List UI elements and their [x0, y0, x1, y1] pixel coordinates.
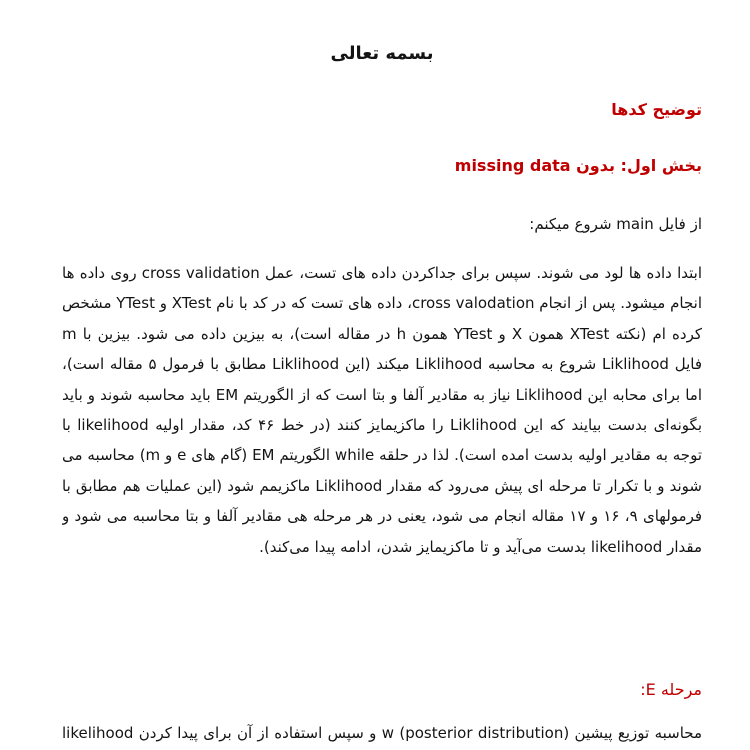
document-page	[62, 36, 702, 750]
step-e-heading: مرحله E:	[640, 680, 702, 699]
section-heading: توضیح کدها	[611, 100, 702, 119]
page-title: بسمه تعالی	[330, 43, 434, 64]
part-heading: بخش اول: بدون missing data	[454, 156, 702, 175]
step-e-text: محاسبه توزیع پیشین (posterior distribution) w و سپس استفاده از آن برای پیدا کردن likelihood	[62, 724, 702, 742]
intro-line: از فایل main شروع میکنم:	[529, 215, 702, 233]
body-paragraph: ابتدا داده ها لود می شوند. سپس برای جداکردن داده های تست، عمل cross validation روی داده ها انجام میشود. پس از انجام cross valodation، داده های تست که در کد با نام XTest و YTest مشخص کرده ام (نکته XTest همون X و YTest همون h در مقاله است)، به بیزین داده می شود. بیزین با m فایل Liklihood شروع به محاسبه Liklihood میکند (این Liklihood مطابق با فرمول ۵ مقاله است)، اما برای محابه این Liklihood نیاز به مقادیر آلفا و بتا است که از الگوریتم EM باید محاسبه شوند و باید بگونه‌ای بدست بیایند که این Liklihood را ماکزیمایز کنند (در خط ۴۶ کد، مقدار اولیه likelihood با توجه به مقادیر اولیه بدست امده است). لذا در حلقه while الگوریتم EM (گام های e و m) محاسبه می شوند و با تکرار تا مرحله ای پیش می‌رود که مقدار Liklihood ماکزیمم شود (این عملیات هم مطابق با فرمولهای ۹، ۱۶ و ۱۷ مقاله انجام می شود، یعنی در هر مرحله هی مقادیر آلفا و بتا محاسبه می شود و مقدار likelihood بدست می‌آید و تا ماکزیمایز شدن، ادامه پیدا می‌کند).	[62, 264, 702, 556]
